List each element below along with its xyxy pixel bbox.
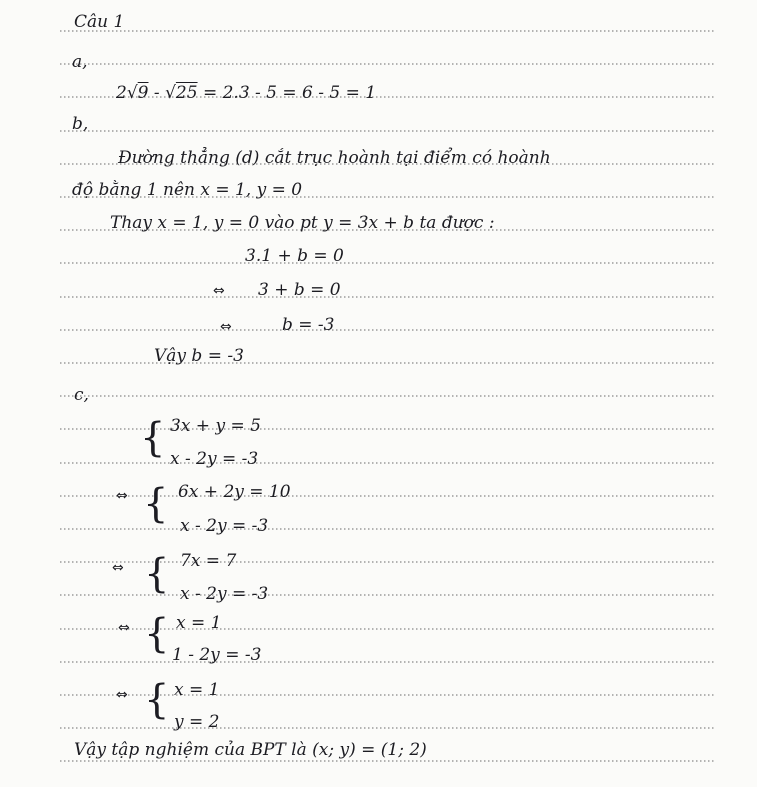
part-c-label: c,: [74, 385, 89, 405]
part-b-conclusion: Vậy b = -3: [154, 346, 244, 366]
part-a-expression: 2√9 - √25 = 2.3 - 5 = 6 - 5 = 1: [116, 83, 377, 103]
part-b-step-2: 3 + b = 0: [258, 280, 341, 300]
question-title: Câu 1: [74, 12, 125, 32]
part-b-label: b,: [72, 114, 89, 134]
part-b-step-3: b = -3: [282, 315, 335, 335]
system-brace-icon: {: [144, 611, 170, 657]
system-brace-icon: {: [143, 481, 169, 527]
part-a-label: a,: [72, 52, 88, 72]
sqrt-sign-icon: √: [165, 83, 176, 103]
system-5-eq-2: y = 2: [174, 712, 220, 732]
part-b-line-1: Đường thẳng (d) cắt trục hoành tại điểm có hoành: [118, 148, 551, 168]
system-3-eq-2: x - 2y = -3: [180, 584, 269, 604]
sqrt-sign-icon: √: [126, 83, 138, 103]
system-5-eq-1: x = 1: [174, 680, 220, 700]
system-brace-icon: {: [144, 551, 170, 597]
equiv-arrow-icon: ⇔: [220, 319, 232, 335]
equiv-arrow-icon: ⇔: [112, 560, 124, 576]
system-brace-icon: {: [140, 415, 166, 461]
part-b-line-3: Thay x = 1, y = 0 vào pt y = 3x + b ta được :: [110, 213, 495, 233]
part-c-conclusion: Vậy tập nghiệm của BPT là (x; y) = (1; 2): [74, 740, 427, 760]
system-4-eq-2: 1 - 2y = -3: [172, 645, 262, 665]
part-b-line-2: độ bằng 1 nên x = 1, y = 0: [72, 180, 303, 200]
system-2-eq-2: x - 2y = -3: [180, 516, 269, 536]
system-1-eq-1: 3x + y = 5: [170, 416, 261, 436]
system-4-eq-1: x = 1: [176, 613, 222, 633]
equiv-arrow-icon: ⇔: [116, 687, 128, 703]
part-b-step-1: 3.1 + b = 0: [245, 246, 344, 266]
system-brace-icon: {: [144, 677, 170, 723]
system-2-eq-1: 6x + 2y = 10: [178, 482, 291, 502]
equiv-arrow-icon: ⇔: [116, 488, 128, 504]
equiv-arrow-icon: ⇔: [213, 283, 225, 299]
equiv-arrow-icon: ⇔: [118, 620, 130, 636]
system-1-eq-2: x - 2y = -3: [170, 449, 259, 469]
system-3-eq-1: 7x = 7: [180, 551, 237, 571]
